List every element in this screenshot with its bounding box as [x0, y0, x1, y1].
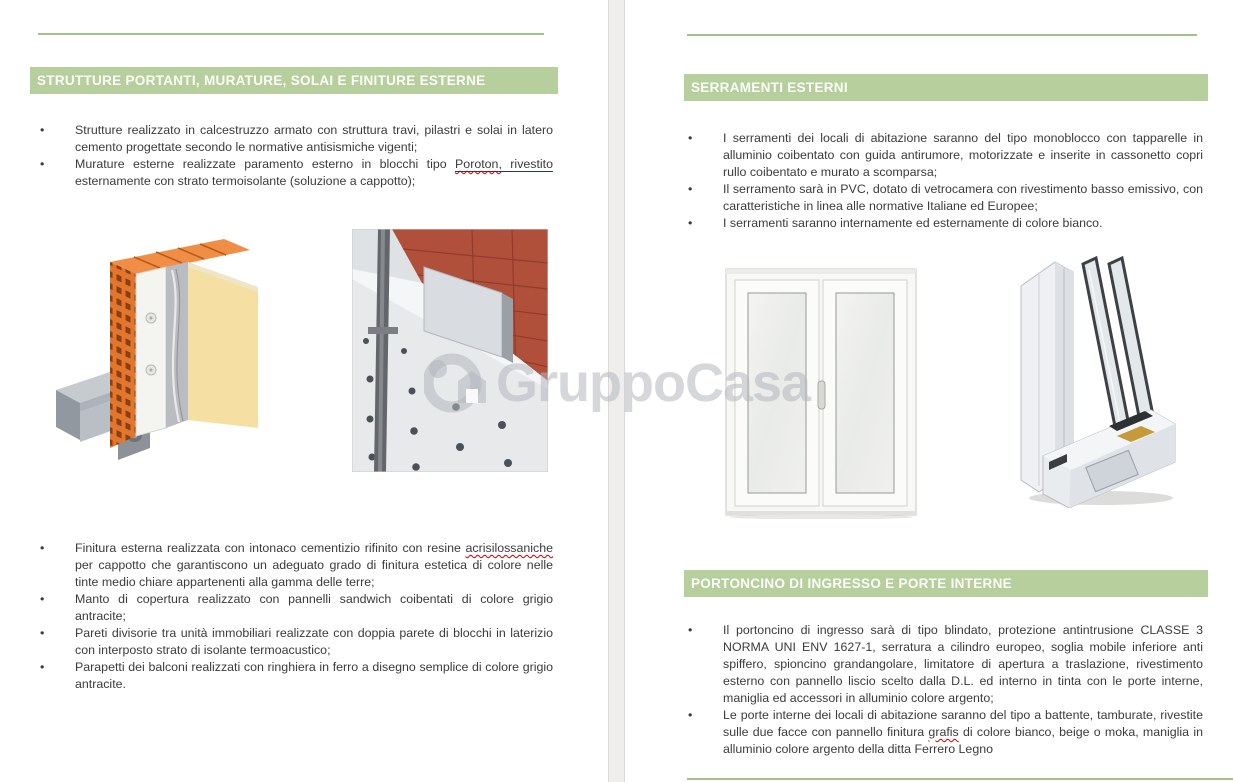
- strutture-bullet-list-bottom: [38, 540, 553, 693]
- figure-pvc-window: [722, 263, 920, 519]
- bullet-marker: •: [40, 157, 45, 171]
- bullet-text: I serramenti dei locali di abitazione saranno del tipo monoblocco con tapparelle in alluminio coibentato con guida antirumore, motorizzate e inserite in cassonetto copri rullo coibentato e murato a scomparsa;: [723, 131, 1203, 179]
- bullet-text: Manto di copertura realizzato con pannelli sandwich coibentati di colore grigio antracite;: [75, 592, 553, 623]
- bullet-text: Murature esterne realizzate paramento esterno in blocchi tipo Poroton, rivestito esternamente con strato termoisolante (soluzione a cappotto);: [75, 157, 553, 188]
- figure-pvc-profile-section: [1009, 250, 1177, 508]
- list-item: [686, 622, 1203, 707]
- insulation-panels-photo: [352, 229, 548, 472]
- bullet-text: Il portoncino di ingresso sarà di tipo blindato, protezione antintrusione CLASSE 3 NORMA UNI ENV 1627-1, serratura a cilindro europeo, soglia mobile inferiore anti spiffero, spioncino grandangolare, limitatore di apertura a traslazione, rivestimento esterno con pannello liscio scelto dalla D.L. ed interno in tinta con le porte interne, maniglia ed accessori in alluminio colore argento;: [723, 623, 1203, 705]
- section-header-strutture: [30, 67, 558, 94]
- page-gutter: [608, 0, 625, 782]
- list-item: [686, 707, 1203, 758]
- bullet-text: Finitura esterna realizzata con intonaco cementizio rifinito con resine acrisilossaniche per cappotto che garantiscono un adeguato grado di finitura estetica di colore nelle tinte medio chiare appartenenti alla gamma delle terre;: [75, 541, 553, 589]
- list-item: [38, 625, 553, 659]
- bullet-marker: •: [40, 592, 45, 606]
- bullet-text: Strutture realizzato in calcestruzzo armato con struttura travi, pilastri e solai in latero cemento progettate secondo le normative antisismiche vigenti;: [75, 123, 553, 154]
- pvc-double-casement-window-photo: [722, 263, 920, 519]
- watermark-text: GruppoCasa: [496, 353, 811, 413]
- strutture-bullet-list-top: [38, 122, 553, 190]
- serramenti-bullet-list: [686, 130, 1203, 232]
- top-rule-right: [687, 34, 1197, 36]
- figure-wall-stratigraphy: [52, 230, 287, 472]
- bullet-marker: •: [688, 216, 693, 230]
- section-header-serramenti: [684, 74, 1208, 101]
- bullet-marker: •: [688, 182, 693, 196]
- bullet-marker: •: [688, 623, 693, 637]
- right-page: [625, 0, 1233, 782]
- portoncino-bullet-list: [686, 622, 1203, 758]
- bullet-marker: •: [40, 123, 45, 137]
- list-item: [38, 156, 553, 190]
- bullet-marker: •: [40, 660, 45, 674]
- bottom-rule-right: [687, 778, 1233, 780]
- list-item: [38, 122, 553, 156]
- section-header-portoncino: [684, 570, 1208, 597]
- wall-stratigraphy-3d-illustration: [52, 230, 287, 472]
- bullet-marker: •: [40, 626, 45, 640]
- list-item: [686, 181, 1203, 215]
- bullet-text: Le porte interne dei locali di abitazione saranno del tipo a battente, tamburate, rivestite sulle due facce con pannello finitura grafis di colore bianco, beige o moka, maniglia in alluminio colore argento della ditta Ferrero Legno: [723, 708, 1203, 756]
- figure-insulation-panels: [352, 229, 548, 472]
- list-item: [686, 130, 1203, 181]
- bullet-text: I serramenti saranno internamente ed esternamente di colore bianco.: [723, 216, 1103, 230]
- bullet-text: Parapetti dei balconi realizzati con ringhiera in ferro a disegno semplice di colore grigio antracite.: [75, 660, 553, 691]
- section-title: SERRAMENTI ESTERNI: [691, 80, 848, 95]
- section-title: PORTONCINO DI INGRESSO E PORTE INTERNE: [691, 576, 1012, 591]
- left-page: [0, 0, 608, 782]
- bullet-marker: •: [40, 541, 45, 555]
- bullet-marker: •: [688, 131, 693, 145]
- list-item: [686, 215, 1203, 232]
- list-item: [38, 591, 553, 625]
- list-item: [38, 659, 553, 693]
- bullet-text: Il serramento sarà in PVC, dotato di vetrocamera con rivestimento basso emissivo, con caratteristiche in linea alle normative Italiane ed Europee;: [723, 182, 1203, 213]
- section-title: STRUTTURE PORTANTI, MURATURE, SOLAI E FINITURE ESTERNE: [37, 73, 486, 88]
- pvc-window-profile-section-photo: [1009, 250, 1177, 508]
- top-rule-left: [38, 33, 544, 35]
- bullet-text: Pareti divisorie tra unità immobiliari realizzate con doppia parete di blocchi in laterizio con interposto strato di isolante termoacustico;: [75, 626, 553, 657]
- bullet-marker: •: [688, 708, 693, 722]
- list-item: [38, 540, 553, 591]
